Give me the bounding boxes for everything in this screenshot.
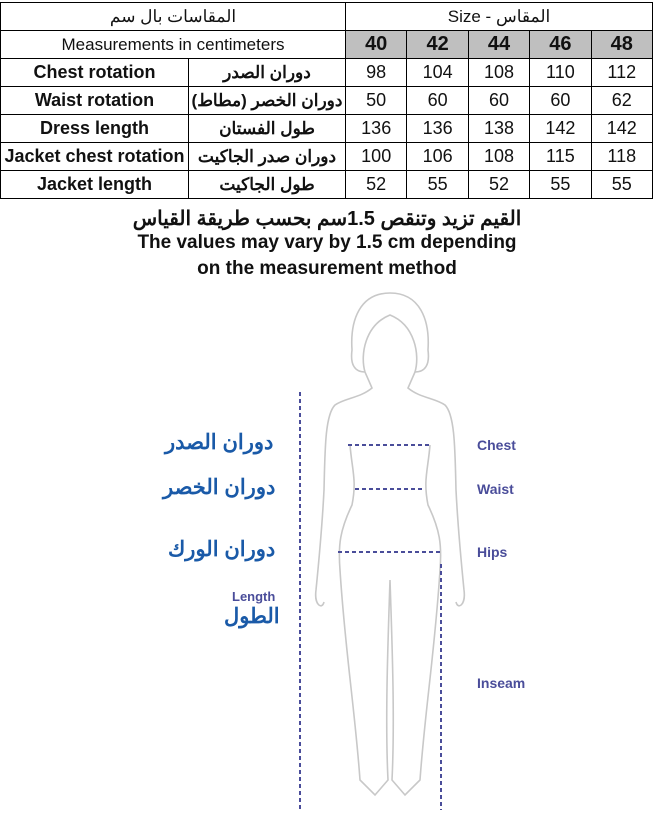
table-row bbox=[1, 143, 653, 171]
size-header: 42 bbox=[407, 31, 468, 59]
label-ar-waist: دوران الخصر bbox=[163, 476, 276, 499]
measurement-cell: 55 bbox=[530, 171, 591, 199]
table-row bbox=[1, 87, 653, 115]
measurement-cell: 106 bbox=[407, 143, 468, 171]
measurement-cell: 60 bbox=[468, 87, 529, 115]
row-label-en: Waist rotation bbox=[1, 87, 189, 115]
size-header: 44 bbox=[468, 31, 529, 59]
table-row bbox=[1, 59, 653, 87]
measure-lines bbox=[300, 392, 443, 810]
measurement-cell: 118 bbox=[591, 143, 652, 171]
measurement-cell: 136 bbox=[346, 115, 407, 143]
measurement-cell: 55 bbox=[407, 171, 468, 199]
measurement-cell: 50 bbox=[346, 87, 407, 115]
measurement-cell: 108 bbox=[468, 143, 529, 171]
label-ar-chest: دوران الصدر bbox=[165, 431, 274, 454]
measurement-cell: 100 bbox=[346, 143, 407, 171]
measurement-cell: 62 bbox=[591, 87, 652, 115]
measurement-cell: 142 bbox=[530, 115, 591, 143]
measurement-cell: 115 bbox=[530, 143, 591, 171]
row-label-ar: طول الجاكيت bbox=[189, 171, 346, 199]
row-label-en: Jacket chest rotation bbox=[1, 143, 189, 171]
table-row bbox=[1, 115, 653, 143]
subheader-units: Measurements in centimeters bbox=[1, 31, 346, 59]
row-label-en: Dress length bbox=[1, 115, 189, 143]
header-size: Size - المقاس bbox=[346, 3, 653, 31]
measurement-cell: 52 bbox=[468, 171, 529, 199]
size-header: 46 bbox=[530, 31, 591, 59]
table-row bbox=[1, 171, 653, 199]
measurement-cell: 110 bbox=[530, 59, 591, 87]
row-label-ar: دوران الخصر (مطاط) bbox=[189, 87, 346, 115]
measurement-cell: 104 bbox=[407, 59, 468, 87]
label-inseam: Inseam bbox=[477, 675, 526, 691]
note-line-1: The values may vary by 1.5 cm depending bbox=[137, 232, 517, 253]
label-chest: Chest bbox=[477, 437, 516, 453]
label-hips: Hips bbox=[477, 544, 508, 560]
measurement-cell: 136 bbox=[407, 115, 468, 143]
body-outline bbox=[316, 293, 465, 795]
measurement-cell: 108 bbox=[468, 59, 529, 87]
row-label-ar: دوران صدر الجاكيت bbox=[189, 143, 346, 171]
note-line-2: on the measurement method bbox=[197, 258, 457, 279]
header-arabic: المقاسات بال سم bbox=[1, 3, 346, 31]
size-header: 40 bbox=[346, 31, 407, 59]
measurement-cell: 55 bbox=[591, 171, 652, 199]
measurement-cell: 142 bbox=[591, 115, 652, 143]
label-ar-length: الطول bbox=[224, 605, 280, 628]
row-label-en: Chest rotation bbox=[1, 59, 189, 87]
label-length: Length bbox=[232, 589, 276, 604]
row-label-ar: دوران الصدر bbox=[189, 59, 346, 87]
label-ar-hips: دوران الورك bbox=[168, 538, 276, 561]
measurement-cell: 112 bbox=[591, 59, 652, 87]
body-figure bbox=[0, 280, 654, 820]
note-arabic: القيم تزيد وتنقص 1.5سم بحسب طريقة القياس bbox=[132, 208, 522, 230]
measurement-cell: 60 bbox=[530, 87, 591, 115]
measurement-cell: 52 bbox=[346, 171, 407, 199]
measurement-cell: 98 bbox=[346, 59, 407, 87]
measurement-cell: 138 bbox=[468, 115, 529, 143]
measurement-cell: 60 bbox=[407, 87, 468, 115]
row-label-en: Jacket length bbox=[1, 171, 189, 199]
size-table bbox=[0, 2, 653, 199]
row-label-ar: طول الفستان bbox=[189, 115, 346, 143]
label-waist: Waist bbox=[477, 481, 514, 497]
size-header: 48 bbox=[591, 31, 652, 59]
